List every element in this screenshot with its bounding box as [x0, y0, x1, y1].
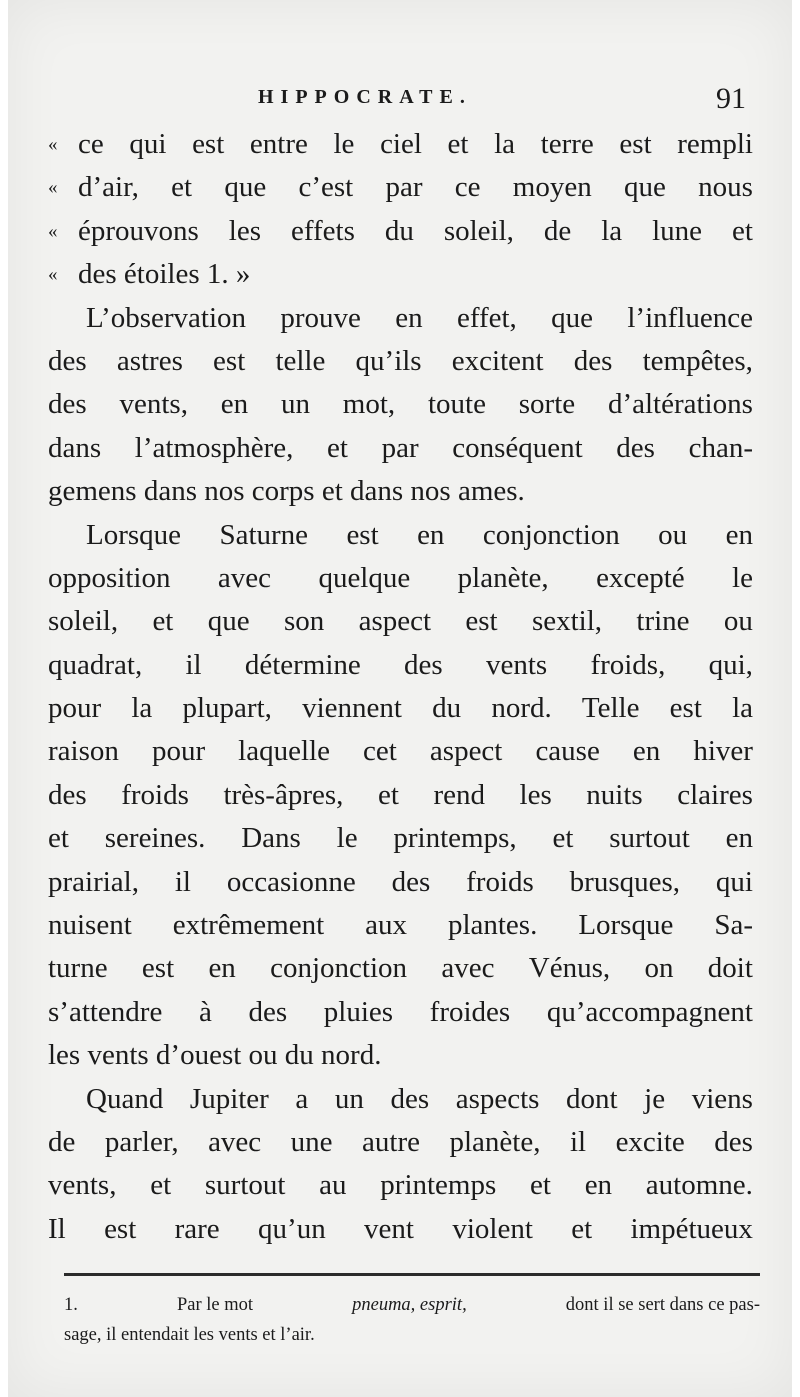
word: viens: [691, 1082, 753, 1115]
word: l’atmosphère,: [134, 431, 294, 464]
word: est: [192, 128, 225, 160]
word: et: [377, 778, 399, 811]
word: est: [465, 605, 498, 638]
word: L’observation: [86, 301, 247, 334]
text-line: [48, 861, 753, 904]
word: moyen: [512, 171, 592, 204]
word: en: [417, 518, 445, 551]
word: surtout: [204, 1169, 286, 1202]
word: le: [333, 128, 355, 160]
word: conséquent: [452, 431, 583, 464]
word: il: [569, 1125, 587, 1158]
word: nuisent: [48, 909, 132, 942]
word: pour: [48, 692, 102, 725]
footnote-italic-term: pneuma, esprit,: [352, 1295, 467, 1315]
word: en: [584, 1169, 613, 1202]
word: un: [280, 388, 310, 421]
word: s’attendre: [48, 995, 163, 1028]
word: est: [213, 344, 246, 377]
word: par: [381, 431, 419, 464]
word: vents,: [48, 1169, 117, 1202]
word: ce: [78, 128, 104, 160]
word: est: [346, 518, 379, 551]
word: telle: [275, 344, 326, 377]
word: pour: [151, 735, 206, 768]
word: astres: [116, 344, 183, 377]
word: c’est: [298, 171, 354, 204]
word: trine: [636, 605, 690, 638]
text-line: [48, 253, 753, 296]
word: opposition: [48, 561, 171, 594]
word: détermine: [244, 648, 361, 681]
word: Dans: [241, 822, 301, 855]
text-line: [48, 427, 753, 470]
word: Sa-: [714, 909, 753, 942]
line-text: [78, 210, 753, 253]
word: dont: [566, 1082, 618, 1115]
page-header: [8, 82, 792, 118]
text-line: gemens dans nos corps et dans nos ames.: [48, 475, 525, 508]
word: ou: [658, 518, 688, 551]
word: la: [732, 692, 753, 725]
word: rend: [433, 778, 485, 811]
word: des: [48, 388, 87, 421]
word: et: [530, 1169, 551, 1202]
word: de: [48, 1125, 76, 1158]
word: ciel: [380, 128, 422, 160]
word: conjonction: [482, 518, 620, 551]
word: qu’ils: [355, 344, 422, 377]
word: que: [207, 605, 250, 638]
word: ce: [454, 171, 481, 204]
word: froids: [466, 865, 534, 898]
word: Il: [48, 1212, 66, 1245]
text-line: [48, 730, 753, 773]
page-number: 91: [716, 82, 746, 115]
text-line: [48, 991, 753, 1034]
word: surtout: [609, 822, 690, 855]
word: aspect: [429, 735, 503, 768]
word: Lorsque: [86, 518, 182, 551]
word: de: [543, 214, 572, 247]
word: parler,: [104, 1125, 179, 1158]
word: violent: [452, 1212, 533, 1245]
word: que: [551, 301, 594, 334]
word: planète,: [449, 1125, 541, 1158]
word: excitent: [451, 344, 544, 377]
footnote-text: sage, il entendait les vents et l’air.: [64, 1325, 315, 1345]
word: et: [571, 1212, 593, 1245]
text-line: [48, 687, 753, 730]
word: les: [228, 214, 262, 247]
word: nord.: [491, 692, 552, 725]
word: impétueux: [630, 1212, 753, 1245]
word: prouve: [280, 301, 361, 334]
word: une: [290, 1125, 333, 1158]
word: excite: [615, 1125, 685, 1158]
body-text: [48, 123, 753, 1251]
word: la: [131, 692, 153, 725]
word: que: [224, 171, 267, 204]
word: laquelle: [238, 735, 330, 768]
word: cause: [535, 735, 600, 768]
line-text: [78, 123, 753, 166]
word: et: [150, 1169, 172, 1202]
word: effet,: [456, 301, 517, 334]
word: rare: [174, 1212, 220, 1245]
word: des: [573, 344, 613, 377]
word: toute: [427, 388, 486, 421]
word: aspects: [455, 1082, 540, 1115]
word: viennent: [302, 692, 402, 725]
word: nuits: [586, 778, 643, 811]
word: je: [644, 1082, 666, 1115]
word: et: [447, 128, 469, 160]
word: qu’un: [258, 1212, 326, 1245]
word: au: [319, 1169, 347, 1202]
line-text: [78, 166, 753, 209]
word: et: [552, 822, 574, 855]
text-line: [48, 123, 753, 166]
word: en: [220, 388, 249, 421]
text-line: [48, 644, 753, 687]
word: par: [385, 171, 423, 204]
footnote-text: Par le mot: [176, 1295, 254, 1315]
word: terre: [540, 128, 594, 160]
word: il: [185, 648, 202, 681]
text-line: [48, 817, 753, 860]
book-page: [8, 0, 792, 1397]
word: très-âpres,: [223, 778, 344, 811]
text-line: [48, 297, 753, 340]
word: dans: [48, 431, 102, 464]
word: soleil,: [48, 605, 119, 638]
word: éprouvons: [78, 214, 199, 247]
word: les: [519, 778, 552, 811]
word: le: [732, 561, 753, 594]
word: cet: [363, 735, 397, 768]
word: du: [384, 214, 414, 247]
word: ou: [723, 605, 753, 638]
word: prairial,: [48, 865, 139, 898]
word: autre: [362, 1125, 420, 1158]
word: et: [48, 822, 69, 855]
word: la: [494, 128, 516, 160]
text-line: [48, 1121, 753, 1164]
word: aspect: [358, 605, 432, 638]
word: plupart,: [182, 692, 272, 725]
word: des: [390, 1082, 430, 1115]
word: hiver: [693, 735, 753, 768]
word: des: [48, 344, 87, 377]
word: et: [152, 605, 174, 638]
word: automne.: [645, 1169, 753, 1202]
footnote: [64, 1290, 760, 1350]
word: son: [283, 605, 325, 638]
word: et: [732, 214, 753, 247]
word: excepté: [596, 561, 685, 594]
word: sorte: [518, 388, 576, 421]
word: d’air,: [78, 171, 139, 204]
word: l’influence: [627, 301, 753, 334]
footnote-number: 1.: [64, 1295, 78, 1315]
word: aux: [365, 909, 407, 942]
word: en: [725, 518, 753, 551]
footnote-rule: [64, 1273, 760, 1276]
word: avec: [441, 952, 495, 985]
word: est: [619, 128, 652, 160]
word: Jupiter: [189, 1082, 269, 1115]
text-line: [48, 383, 753, 426]
word: avec: [217, 561, 272, 594]
text-line: [48, 947, 753, 990]
word: effets: [290, 214, 355, 247]
word: des: [248, 995, 288, 1028]
word: Vénus,: [528, 952, 611, 985]
word: raison: [48, 735, 119, 768]
word: rempli: [677, 128, 753, 160]
quote-mark: «: [48, 134, 58, 155]
word: est: [104, 1212, 137, 1245]
word: en: [632, 735, 661, 768]
word: qu’accompagnent: [546, 995, 753, 1028]
word: doit: [707, 952, 753, 985]
word: chan-: [688, 431, 753, 464]
word: on: [644, 952, 674, 985]
word: qui: [715, 865, 753, 898]
word: Saturne: [219, 518, 309, 551]
word: qui: [129, 128, 167, 160]
word: a: [295, 1082, 309, 1115]
quote-mark: «: [48, 220, 58, 242]
word: froids,: [590, 648, 666, 681]
word: turne: [48, 952, 108, 985]
word: brusques,: [569, 865, 681, 898]
footnote-text: dont il se sert dans ce pas-: [565, 1295, 760, 1315]
word: il: [174, 865, 191, 898]
word: et: [327, 431, 348, 464]
footnote-line: [64, 1320, 760, 1350]
word: avec: [208, 1125, 262, 1158]
text-line: [48, 210, 753, 253]
word: la: [601, 214, 623, 247]
text-line: [48, 904, 753, 947]
text-line: [48, 1078, 753, 1121]
word: des: [714, 1125, 753, 1158]
word: Telle: [581, 692, 640, 725]
word: froids: [121, 778, 189, 811]
text-line: [48, 600, 753, 643]
word: des: [48, 778, 87, 811]
word: un: [334, 1082, 364, 1115]
footnote-line: [64, 1290, 760, 1320]
quote-mark: «: [48, 177, 58, 199]
word: planète,: [457, 561, 549, 594]
word: nous: [698, 171, 753, 204]
word: printemps: [380, 1169, 497, 1202]
word: est: [141, 952, 175, 985]
word: Quand: [86, 1082, 164, 1115]
word: vents,: [119, 388, 188, 421]
text-line: [48, 1164, 753, 1207]
quote-mark: «: [48, 264, 58, 286]
word: des: [616, 431, 655, 464]
line-text: des étoiles 1. »: [78, 258, 251, 291]
word: lune: [652, 214, 703, 247]
word: conjonction: [270, 952, 408, 985]
word: que: [623, 171, 666, 204]
running-title: HIPPOCRATE.: [258, 86, 472, 108]
word: quadrat,: [48, 648, 143, 681]
word: en: [725, 822, 753, 855]
word: pluies: [323, 995, 394, 1028]
word: le: [336, 822, 358, 855]
text-line: [48, 340, 753, 383]
word: printemps,: [393, 822, 517, 855]
word: entre: [249, 128, 308, 160]
word: et: [171, 171, 193, 204]
word: mot,: [342, 388, 396, 421]
text-line: [48, 774, 753, 817]
word: vents: [485, 648, 548, 681]
word: en: [395, 301, 423, 334]
word: sextil,: [531, 605, 603, 638]
text-line: [48, 166, 753, 209]
word: des: [404, 648, 443, 681]
word: en: [208, 952, 236, 985]
text-line: [48, 514, 753, 557]
word: Lorsque: [578, 909, 674, 942]
word: occasionne: [226, 865, 356, 898]
word: extrêmement: [172, 909, 325, 942]
word: quelque: [318, 561, 411, 594]
word: des: [391, 865, 431, 898]
word: claires: [677, 778, 753, 811]
word: du: [432, 692, 462, 725]
word: plantes.: [447, 909, 538, 942]
word: vent: [364, 1212, 414, 1245]
word: froides: [429, 995, 511, 1028]
text-line: [48, 1208, 753, 1251]
text-line: [48, 557, 753, 600]
word: soleil,: [443, 214, 514, 247]
word: est: [669, 692, 702, 725]
text-line: les vents d’ouest ou du nord.: [48, 1039, 382, 1072]
word: d’altérations: [607, 388, 753, 421]
word: sereines.: [104, 822, 206, 855]
word: à: [198, 995, 212, 1028]
word: qui,: [708, 648, 753, 681]
word: tempêtes,: [642, 344, 753, 377]
